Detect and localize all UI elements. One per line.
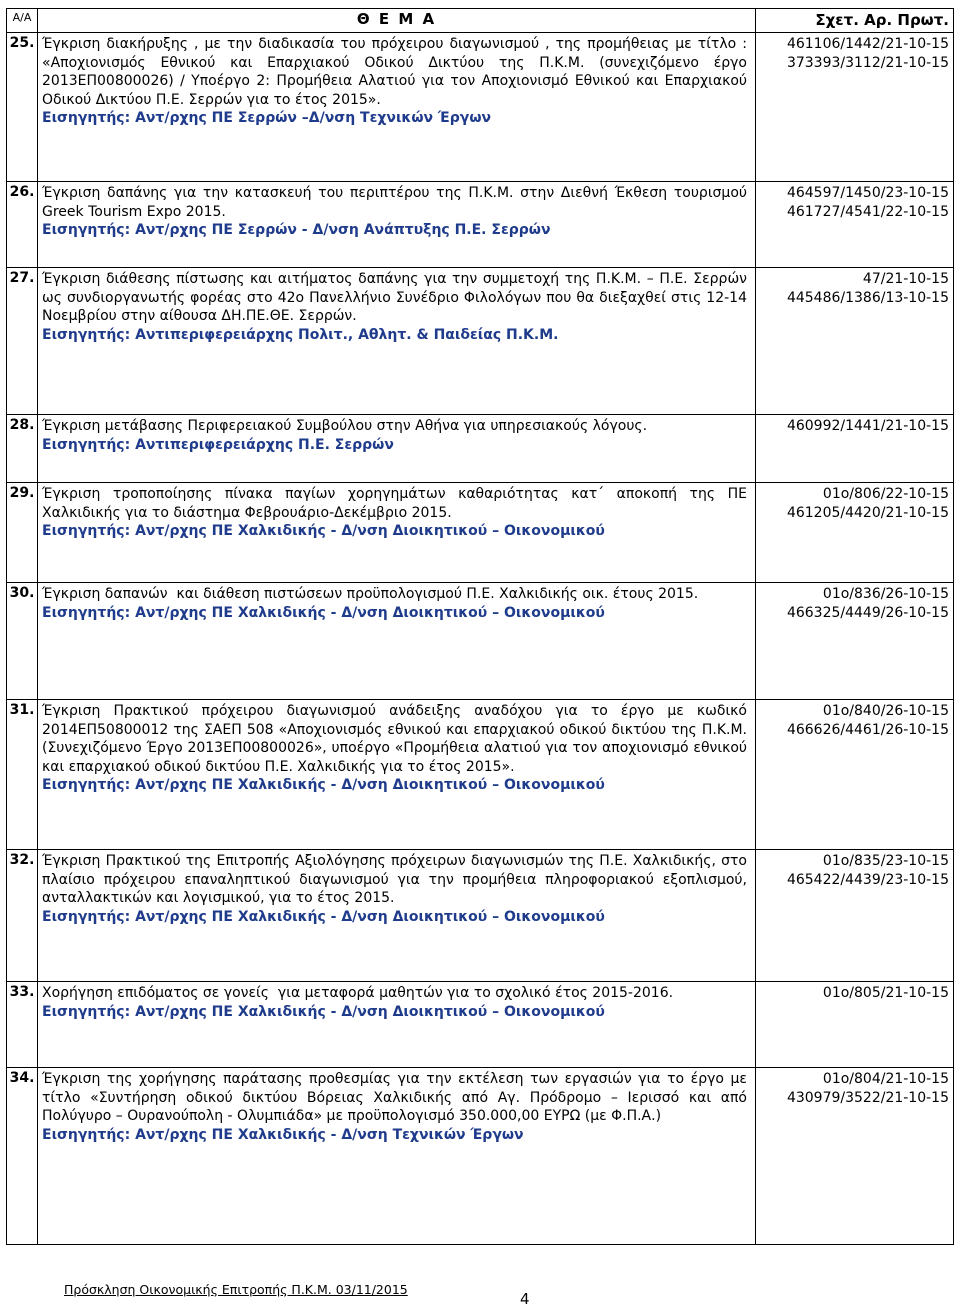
item-body (38, 483, 756, 583)
item-text: Έγκριση Πρακτικού πρόχειρου διαγωνισμού ανάδειξης αναδόχου για το έργο με κωδικό 2014ΕΠ50800012 της ΣΑΕΠ 508 «Αποχιονισμός εθνικού και επαρχιακού οδικού δικτύου της Π.Κ.Μ. (Συνεχιζόμενο Έργο 2013ΕΠ00800026», υποέργο «Προμήθεια αλατιού για τον αποχιονισμό εθνικού και επαρχιακού οδικού δικτύου Π.Ε. Χαλκιδικής για το έτος 2015». (42, 703, 752, 775)
page-number: 4 (520, 1290, 530, 1308)
protocol-number: 01ο/805/21-10-15 (822, 985, 949, 1001)
item-refs (756, 850, 954, 982)
item-text: Έγκριση δαπάνης για την κατασκευή του περιπτέρου της Π.Κ.Μ. στην Διεθνή Έκθεση τουρισμού Greek Tourism Expo 2015. (42, 185, 752, 220)
table-row (7, 483, 954, 583)
item-body (38, 1068, 756, 1245)
table-row (7, 1068, 954, 1245)
protocol-number: 01ο/835/23-10-15 (822, 853, 949, 869)
item-refs (756, 583, 954, 700)
item-number: 34. (7, 1068, 38, 1245)
item-body (38, 415, 756, 483)
protocol-number: 466325/4449/26-10-15 (786, 604, 949, 621)
item-refs (756, 33, 954, 182)
item-text: Έγκριση διάθεσης πίστωσης και αιτήματος δαπάνης για την συμμετοχή της Π.Κ.Μ. – Π.Ε. Σερρών ως συνδιοργανωτής φορέας στο 42ο Πανελλήνιο Συνέδριο Φιλολόγων που θα διεξαχθεί στις 12-14 Νοεμβρίου στην αίθουσα ΔΗ.ΠΕ.ΘΕ. Σερρών. (42, 271, 752, 324)
item-text: Χορήγηση επιδόματος σε γονείς για μεταφορά μαθητών για το σχολικό έτος 2015-2016. (42, 985, 674, 1001)
item-refs (756, 700, 954, 850)
item-number: 25. (7, 33, 38, 182)
item-rapporteur: Εισηγητής: Αντ/ρχης ΠΕ Σερρών –Δ/νση Τεχνικών Έργων (42, 110, 492, 126)
item-refs (756, 982, 954, 1068)
header-ref: Σχετ. Αρ. Πρωτ. (756, 9, 954, 33)
item-number: 28. (7, 415, 38, 483)
item-body (38, 982, 756, 1068)
item-body (38, 182, 756, 268)
table-row (7, 700, 954, 850)
item-body (38, 268, 756, 415)
protocol-number: 01ο/840/26-10-15 (822, 703, 949, 719)
item-text: Έγκριση διακήρυξης , με την διαδικασία του πρόχειρου διαγωνισμού , της προμήθειας με τίτλο : «Αποχιονισμός Εθνικού και Επαρχιακού Οδικού Δικτύου της Π.Κ.Μ. (συνεχιζόμενο έργο 2013ΕΠ00800026) / Υποέργο 2: Προμήθεια Αλατιού για τον Αποχιονισμό Εθνικού και Επαρχιακού Οδικού Δικτύου Π.Ε. Σερρών για το έτος 2015». (42, 36, 752, 108)
item-rapporteur: Εισηγητής: Αντ/ρχης ΠΕ Σερρών - Δ/νση Ανάπτυξης Π.Ε. Σερρών (42, 222, 551, 238)
item-rapporteur: Εισηγητής: Αντιπεριφερειάρχης Π.Ε. Σερρών (42, 436, 394, 453)
protocol-number: 461205/4420/21-10-15 (786, 504, 949, 521)
protocol-number: 445486/1386/13-10-15 (786, 289, 949, 306)
item-rapporteur: Εισηγητής: Αντ/ρχης ΠΕ Χαλκιδικής - Δ/νση Διοικητικού – Οικονομικού (42, 1003, 605, 1020)
protocol-number: 460992/1441/21-10-15 (786, 418, 949, 434)
agenda-table (6, 8, 954, 1245)
item-rapporteur: Εισηγητής: Αντ/ρχης ΠΕ Χαλκιδικής - Δ/νση Διοικητικού – Οικονομικού (42, 908, 605, 925)
table-row (7, 583, 954, 700)
protocol-number: 01ο/804/21-10-15 (822, 1071, 949, 1087)
item-body (38, 850, 756, 982)
item-number: 29. (7, 483, 38, 583)
table-row (7, 982, 954, 1068)
table-header-row (7, 9, 954, 33)
table-row (7, 268, 954, 415)
agenda-rows (7, 33, 954, 1245)
item-body (38, 33, 756, 182)
header-title: Θ Ε Μ Α (38, 9, 756, 33)
protocol-number: 461106/1442/21-10-15 (786, 36, 949, 52)
footer-meeting: Πρόσκληση Οικονομικής Επιτροπής Π.Κ.Μ. 03/11/2015 (64, 1282, 408, 1297)
item-rapporteur: Εισηγητής: Αντιπεριφερειάρχης Πολιτ., Αθλητ. & Παιδείας Π.Κ.Μ. (42, 326, 559, 343)
item-number: 27. (7, 268, 38, 415)
protocol-number: 01ο/836/26-10-15 (822, 586, 949, 602)
table-row (7, 33, 954, 182)
item-rapporteur: Εισηγητής: Αντ/ρχης ΠΕ Χαλκιδικής - Δ/νση Τεχνικών Έργων (42, 1126, 524, 1143)
item-body (38, 583, 756, 700)
header-aa: Α/Α (7, 9, 38, 33)
item-number: 26. (7, 182, 38, 268)
item-refs (756, 268, 954, 415)
item-body (38, 700, 756, 850)
protocol-number: 466626/4461/26-10-15 (786, 721, 949, 738)
table-row (7, 415, 954, 483)
item-refs (756, 415, 954, 483)
protocol-number: 373393/3112/21-10-15 (786, 54, 949, 71)
protocol-number: 47/21-10-15 (862, 271, 949, 287)
protocol-number: 461727/4541/22-10-15 (786, 203, 949, 220)
item-text: Έγκριση της χορήγησης παράτασης προθεσμίας για την εκτέλεση των εργασιών για το έργο με τίτλο «Συντήρηση οδικού δικτύου Βόρειας Χαλκιδικής από Αγ. Πρόδρομο – Ιερισσό και από Πολύγυρο – Ουρανούπολη - Ολυμπιάδα» με προϋπολογισμό 350.000,00 ΕΥΡΩ (με Φ.Π.Α.) (42, 1071, 752, 1124)
item-refs (756, 1068, 954, 1245)
item-text: Έγκριση τροποποίησης πίνακα παγίων χορηγημάτων καθαριότητας κατ΄ αποκοπή της ΠΕ Χαλκιδικής για το διάστημα Φεβρουάριο-Δεκέμβριο 2015. (42, 486, 752, 521)
item-number: 33. (7, 982, 38, 1068)
protocol-number: 430979/3522/21-10-15 (786, 1089, 949, 1106)
item-refs (756, 483, 954, 583)
item-text: Έγκριση μετάβασης Περιφερειακού Συμβούλου στην Αθήνα για υπηρεσιακούς λόγους. (42, 418, 648, 434)
item-refs (756, 182, 954, 268)
item-text: Έγκριση δαπανών και διάθεση πιστώσεων προϋπολογισμού Π.Ε. Χαλκιδικής οικ. έτους 2015. (42, 586, 699, 602)
item-text: Έγκριση Πρακτικού της Επιτροπής Αξιολόγησης πρόχειρων διαγωνισμών της Π.Ε. Χαλκιδικής, στο πλαίσιο πρόχειρου επαναληπτικού διαγωνισμού για την προμήθεια πληροφοριακού εξοπλισμού, ανταλλακτικών και λογισμικού, για το έτος 2015. (42, 853, 752, 906)
table-row (7, 182, 954, 268)
item-number: 32. (7, 850, 38, 982)
item-rapporteur: Εισηγητής: Αντ/ρχης ΠΕ Χαλκιδικής - Δ/νση Διοικητικού – Οικονομικού (42, 604, 605, 621)
protocol-number: 465422/4439/23-10-15 (786, 871, 949, 888)
item-number: 30. (7, 583, 38, 700)
item-rapporteur: Εισηγητής: Αντ/ρχης ΠΕ Χαλκιδικής - Δ/νση Διοικητικού – Οικονομικού (42, 777, 605, 793)
table-row (7, 850, 954, 982)
protocol-number: 01ο/806/22-10-15 (822, 486, 949, 502)
item-number: 31. (7, 700, 38, 850)
item-rapporteur: Εισηγητής: Αντ/ρχης ΠΕ Χαλκιδικής - Δ/νση Διοικητικού – Οικονομικού (42, 523, 605, 539)
protocol-number: 464597/1450/23-10-15 (786, 185, 949, 201)
